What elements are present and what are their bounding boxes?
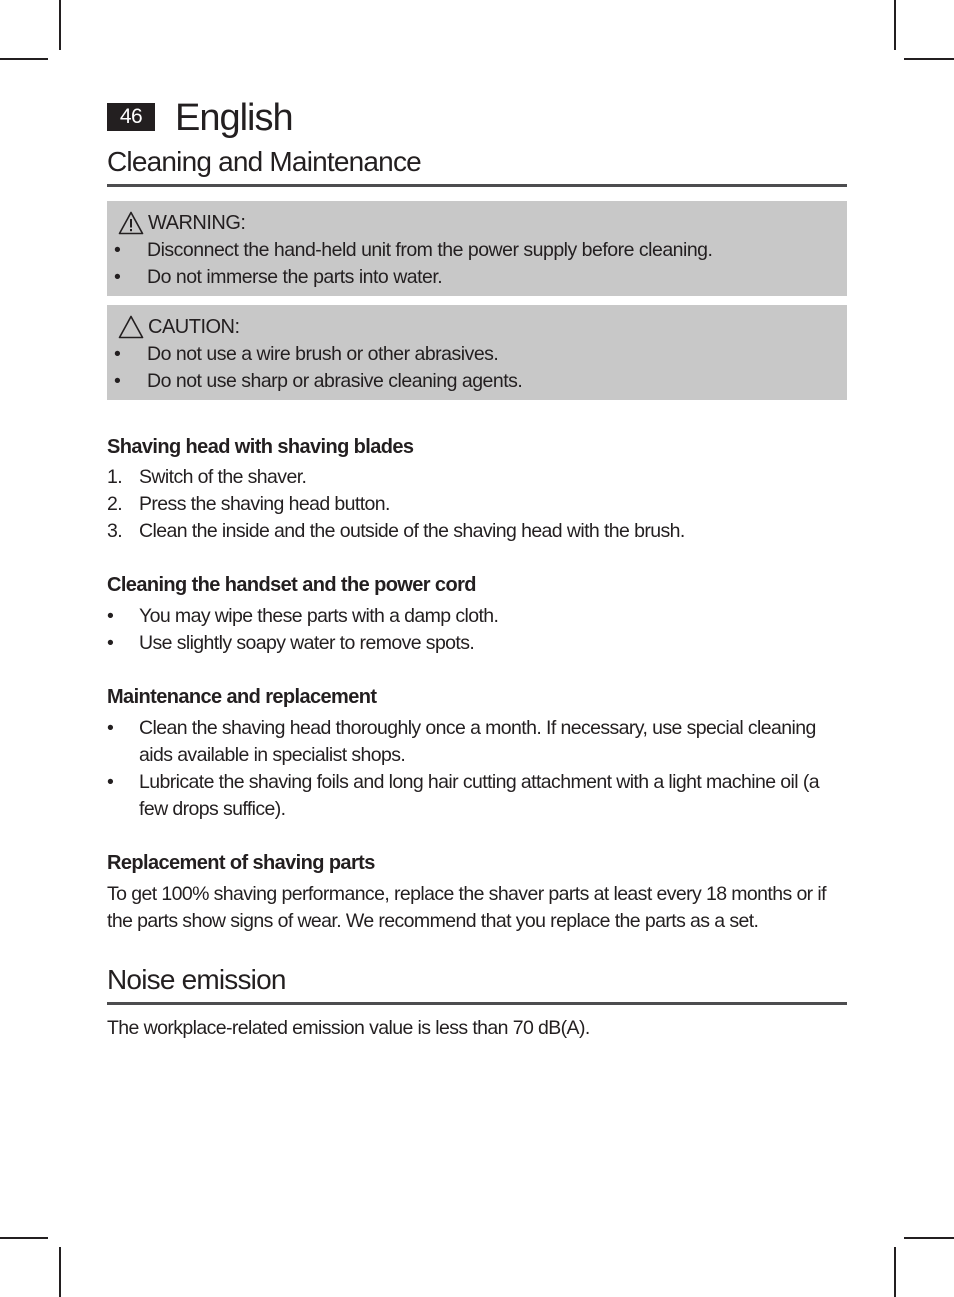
caution-label: CAUTION: — [148, 316, 240, 338]
language-title: English — [175, 97, 293, 139]
crop-mark-bottom-right-h — [904, 1237, 954, 1239]
bullet-text: Clean the shaving head thoroughly once a month. If necessary, use special cleaning aids available in specialist shops. — [139, 717, 816, 766]
replacement-paragraph: To get 100% shaving performance, replace the shaver parts at least every 18 months or if the parts show signs of wear. We recommend that you replace the parts as a set. — [107, 883, 826, 932]
crop-mark-top-right-v — [894, 0, 896, 50]
numbered-step — [107, 491, 847, 518]
step-text: Press the shaving head button. — [139, 493, 390, 515]
warning-heading — [118, 210, 245, 236]
caution-item-text: Do not use a wire brush or other abrasives. — [147, 343, 499, 365]
bullet-item — [107, 769, 847, 823]
page-number: 46 — [107, 103, 155, 131]
bullet-text: Lubricate the shaving foils and long hair cutting attachment with a light machine oil (a few drops suffice). — [139, 771, 819, 820]
warning-triangle-icon — [118, 211, 144, 235]
section-rule-cleaning — [107, 184, 847, 187]
crop-mark-top-left-h — [0, 58, 48, 60]
numbered-step — [107, 464, 847, 491]
caution-item-text: Do not use sharp or abrasive cleaning agents. — [147, 370, 523, 392]
subheading-handset: Cleaning the handset and the power cord — [107, 574, 476, 596]
bullet: • — [107, 771, 114, 793]
caution-triangle-icon — [118, 315, 144, 339]
section-rule-noise — [107, 1002, 847, 1005]
step-number: 2. — [107, 493, 123, 515]
warning-item-text: Disconnect the hand-held unit from the power supply before cleaning. — [147, 239, 713, 261]
bullet: • — [114, 343, 121, 365]
crop-mark-bottom-left-v — [59, 1247, 61, 1297]
bullet: • — [114, 370, 121, 392]
section-title-cleaning: Cleaning and Maintenance — [107, 146, 421, 177]
crop-mark-top-right-h — [904, 58, 954, 60]
bullet: • — [107, 632, 114, 654]
step-number: 1. — [107, 466, 123, 488]
crop-mark-bottom-left-h — [0, 1237, 48, 1239]
crop-mark-top-left-v — [59, 0, 61, 50]
subheading-replacement: Replacement of shaving parts — [107, 852, 375, 874]
bullet-text: You may wipe these parts with a damp cloth. — [139, 605, 499, 627]
bullet-text: Use slightly soapy water to remove spots. — [139, 632, 475, 654]
crop-mark-bottom-right-v — [894, 1247, 896, 1297]
caution-box — [107, 305, 847, 400]
bullet: • — [107, 717, 114, 739]
noise-paragraph: The workplace-related emission value is less than 70 dB(A). — [107, 1017, 590, 1039]
step-text: Switch of the shaver. — [139, 466, 307, 488]
section-title-noise: Noise emission — [107, 964, 286, 995]
step-number: 3. — [107, 520, 123, 542]
bullet: • — [114, 239, 121, 261]
bullet-item — [107, 603, 847, 630]
warning-box — [107, 201, 847, 296]
bullet: • — [107, 605, 114, 627]
caution-heading — [118, 314, 240, 340]
subheading-shaving-head: Shaving head with shaving blades — [107, 436, 414, 458]
bullet: • — [114, 266, 121, 288]
warning-label: WARNING: — [148, 212, 246, 234]
subheading-maintenance: Maintenance and replacement — [107, 686, 377, 708]
bullet-item — [107, 630, 847, 657]
warning-item-text: Do not immerse the parts into water. — [147, 266, 443, 288]
step-text: Clean the inside and the outside of the shaving head with the brush. — [139, 520, 685, 542]
bullet-item — [107, 715, 847, 769]
numbered-step — [107, 518, 847, 545]
